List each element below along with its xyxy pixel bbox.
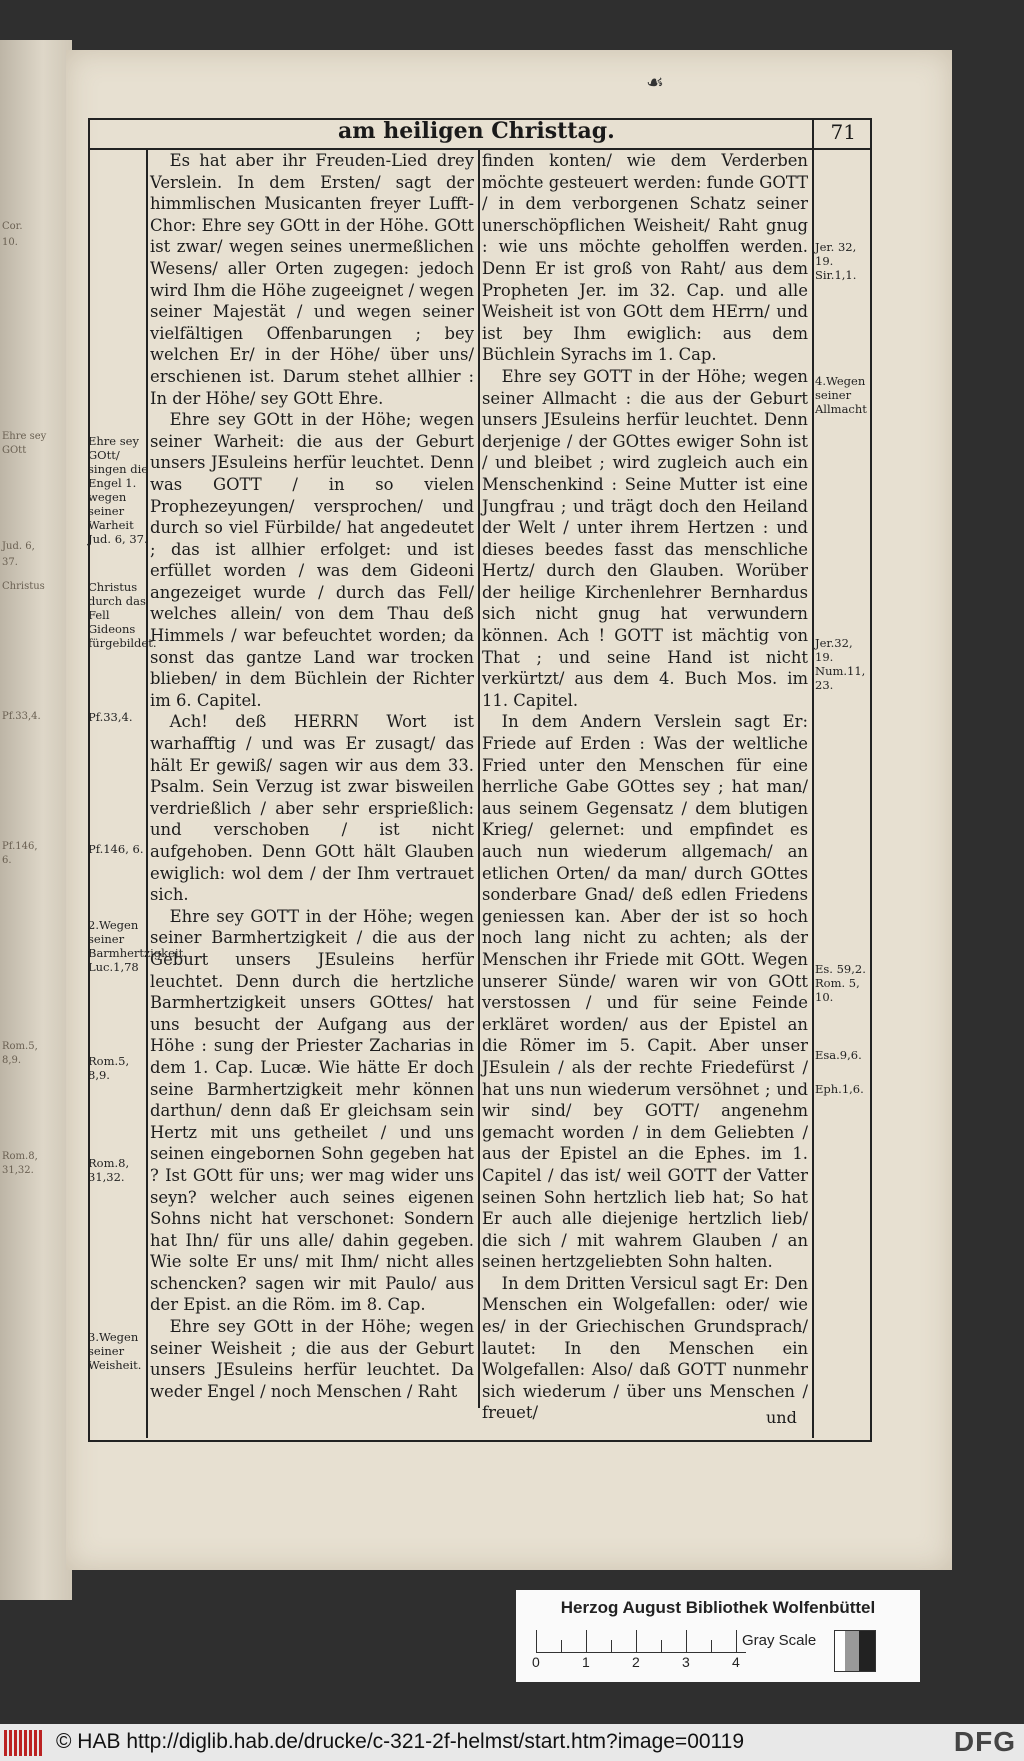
margin-note: Christus durch das Fell Gideons fürgebildet.	[88, 580, 157, 650]
left-text-column	[150, 150, 474, 1402]
margin-note: Rom.8, 31,32.	[88, 1156, 130, 1184]
paragraph: Es hat aber ihr Freuden-Lied drey Verslein. In dem Ersten/ sagt der himmlischen Musicanten freyer Lufft-Chor: Ehre sey GOtt in der Höhe. GOtt ist zwar/ wegen seines unermeßlichen Wesens/ aller Orten zugegen: jedoch wird Ihm die Höhe zugeeignet / wegen seiner Majestät / und wegen seiner vielfältigen Offenbarungen ; bey welchen Er/ in der Höhe/ über uns/ erschienen ist. Darum stehet allhier : In der Höhe/ sey GOtt Ehre.	[150, 151, 474, 408]
paragraph: Ehre sey GOTT in der Höhe; wegen seiner Allmacht : die aus der Geburt unsers JEsuleins herfür leuchtet. Denn derjenige / der GOttes ewiger Sohn ist / und bleibet ; wird zugleich auch ein Menschenkind : Seine Mutter ist eine Jungfrau ; und trägt doch den Heiland der Welt / unter ihrem Hertzen : und dieses beedes fasst das menschliche Hertz/ durch den Glauben. Worüber der heilige Kirchenlehrer Bernhardus sich nicht gnug hat verwundern können. Ach ! GOTT ist mächtig von That ; und seine Hand ist nicht verkürtzt/ aus dem 4. Buch Mos. im 11. Capitel.	[482, 366, 808, 710]
running-title: am heiligen Christtag.	[338, 118, 615, 144]
margin-note: Es. 59,2. Rom. 5, 10.	[815, 962, 866, 1004]
paragraph: Ehre sey GOTT in der Höhe; wegen seiner Barmhertzigkeit / die aus der Geburt unsers JEsuleins herfür leuchtet. Denn durch die hertzliche Barmhertzigkeit unsers GOttes/ hat uns besucht der Aufgang aus der Höhe : sung der Priester Zacharias in dem 1. Cap. Lucæ. Wie hätte Er doch seine Barmhertzigkeit mehr können darthun/ denn daß Er gleichsam sein Hertz mit uns getheilet / und uns seinen eingebornen Sohn gegeben hat ? Ist GOtt für uns; wer mag wider uns seyn? welcher auch seines eigenen Sohns nicht hat verschonet: Sondern hat Ihn/ für uns alle/ dahin gegeben. Wie solte Er uns/ mit Ihm/ nicht alles schencken? sagen wir mit Paulo/ aus der Epist. an die Röm. im 8. Cap.	[150, 906, 474, 1315]
gray-scale-label: Gray Scale	[742, 1632, 817, 1649]
paragraph: finden konten/ wie dem Verderben möchte gesteuert werden: funde GOTT / in dem verborgenen Schatz seiner unerschöpflichen Weisheit/ Raht gnug : wie uns möchte geholffen werden. Denn Er ist groß von Raht/ aus dem Propheten Jer. im 32. Cap. und alle Weisheit ist von GOtt dem HErrn/ und ist bey Ihm ewiglich: aus dem Büchlein Syrachs im 1. Cap.	[482, 151, 808, 365]
gray-scale-swatch	[834, 1630, 876, 1672]
left-margin-rule	[146, 148, 148, 1438]
margin-note: Esa.9,6.	[815, 1048, 862, 1062]
margin-note: Eph.1,6.	[815, 1082, 864, 1096]
paragraph: In dem Dritten Versicul sagt Er: Den Menschen ein Wolgefallen: oder/ wie es/ in der Griechischen Grundsprach/ lautet: In den Menschen ein Wolgefallen: Also/ daß GOTT nunmehr sich wiederum / über uns Menschen / freuet/	[482, 1273, 808, 1423]
previous-page-edge	[0, 40, 72, 1600]
library-name: Herzog August Bibliothek Wolfenbüttel	[560, 1598, 876, 1617]
margin-note: 3.Wegen seiner Weisheit.	[88, 1330, 142, 1372]
page-number: 71	[830, 120, 856, 144]
running-header	[88, 116, 868, 150]
margin-note: 2.Wegen seiner Barmhertzigkeit. Luc.1,78	[88, 918, 187, 974]
prev-page-fragment: 10.	[2, 237, 18, 248]
measuring-ruler	[536, 1630, 746, 1653]
dfg-logo: DFG	[953, 1726, 1016, 1757]
ruler-number: 0	[532, 1654, 540, 1670]
prev-page-fragment: 8,9.	[2, 1055, 22, 1066]
paragraph: In dem Andern Verslein sagt Er: Friede auf Erden : Was der weltliche Fried unter den Menschen für eine herrliche Gabe GOttes sey ; hat man/ aus seinem Gegensatz / dem blutigen Krieg/ gelernet: und empfindet es auch nun wiederum allgemach/ an etlichen Orten/ da man/ durch GOttes sonderbare Gnad/ deß edlen Friedens geniessen kan. Aber der ist so hoch noch lang nicht zu achten; als der Menschen ihr Friede mit GOtt. Wegen unserer Sünde/ waren wir von GOtt verstossen / und für seine Feinde erkläret worden/ aus der Epistel an die Römer im 5. Capit. Aber unser JEsulein / als der rechte Friedefürst / hat uns nun wiederum versöhnet ; und wir sind/ bey GOTT/ angenehm gemacht worden / in dem Geliebten / aus der Epistel an die Ephes. im 1. Capitel / das ist/ weil GOTT der Vatter seinen Sohn hertzlich lieb hat; So hat Er auch alle diejenige hertzlich lieb/ die sich / mit wahrem Glauben / an seinen hertzgeliebten Sohn halten.	[482, 712, 808, 1272]
prev-page-fragment: 37.	[2, 557, 18, 568]
prev-page-fragment: Rom.8,	[2, 1151, 38, 1162]
paragraph: Ehre sey GOtt in der Höhe; wegen seiner Warheit: die aus der Geburt unsers JEsuleins herfür leuchtet. Denn was GOTT / in so vielen Prophezeyungen/ versprochen/ und durch so viel Fürbilde/ hat angedeutet ; das ist allhier erfolget: und ist erfüllet worden / was dem Gideoni angezeiget wurde / durch das Fell/ welches allein/ von dem Thau deß Himmels / war befeuchtet worden; da sonst das gantze Land war trocken blieben/ in dem Büchlein der Richter im 6. Capitel.	[150, 410, 474, 710]
footer-bar	[0, 1724, 1024, 1761]
ruler-number: 3	[682, 1654, 690, 1670]
ruler-number: 1	[582, 1654, 590, 1670]
margin-note: Jer.32, 19. Num.11, 23.	[815, 636, 866, 692]
prev-page-fragment: Jud. 6,	[2, 541, 35, 552]
margin-note: Rom.5, 8,9.	[88, 1054, 130, 1082]
prev-page-fragment: Pf.33,4.	[2, 711, 41, 722]
footer-url-text[interactable]: © HAB http://diglib.hab.de/drucke/c-321-2f-helmst/start.htm?image=00119	[56, 1730, 745, 1753]
prev-page-fragment: Pf.146,	[2, 841, 38, 852]
right-margin-rule	[812, 118, 814, 1438]
prev-page-fragment: 31,32.	[2, 1165, 34, 1176]
ruler-number: 4	[732, 1654, 740, 1670]
prev-page-fragment: 6.	[2, 855, 12, 866]
printer-ornament: ☙	[646, 70, 664, 94]
prev-page-fragment: Christus	[2, 581, 45, 592]
hab-logo-icon	[4, 1730, 44, 1756]
paragraph: Ehre sey GOtt in der Höhe; wegen seiner Weisheit ; die aus der Geburt unsers JEsuleins herfür leuchtet. Da weder Engel / noch Menschen / Raht	[150, 1317, 474, 1401]
margin-note: Pf.33,4.	[88, 710, 133, 724]
prev-page-fragment: Ehre sey GOtt	[2, 431, 47, 456]
paragraph: Ach! deß HERRN Wort ist warhafftig / und was Er zusagt/ das hält Er gewiß/ sagen wir aus dem 33. Psalm. Sein Verzug ist zwar bisweilen verdrießlich / aber sehr ersprießlich: und verschoben / ist nicht aufgehoben. Denn GOtt hält Glauben ewiglich: wol dem / der Ihm vertrauet sich.	[150, 712, 474, 905]
margin-note: Pf.146, 6.	[88, 842, 144, 856]
margin-note: 4.Wegen seiner Allmacht	[815, 374, 867, 416]
ruler-number: 2	[632, 1654, 640, 1670]
margin-note: Ehre sey GOtt/ singen die Engel 1. wegen seiner Warheit Jud. 6, 37.	[88, 434, 149, 546]
column-divider	[478, 148, 480, 1408]
prev-page-fragment: Rom.5,	[2, 1041, 38, 1052]
catchword: und	[766, 1408, 797, 1427]
prev-page-fragment: Cor.	[2, 221, 23, 232]
margin-note: Jer. 32, 19. Sir.1,1.	[815, 240, 857, 282]
right-text-column	[482, 150, 808, 1424]
library-color-scale-label	[516, 1590, 920, 1682]
